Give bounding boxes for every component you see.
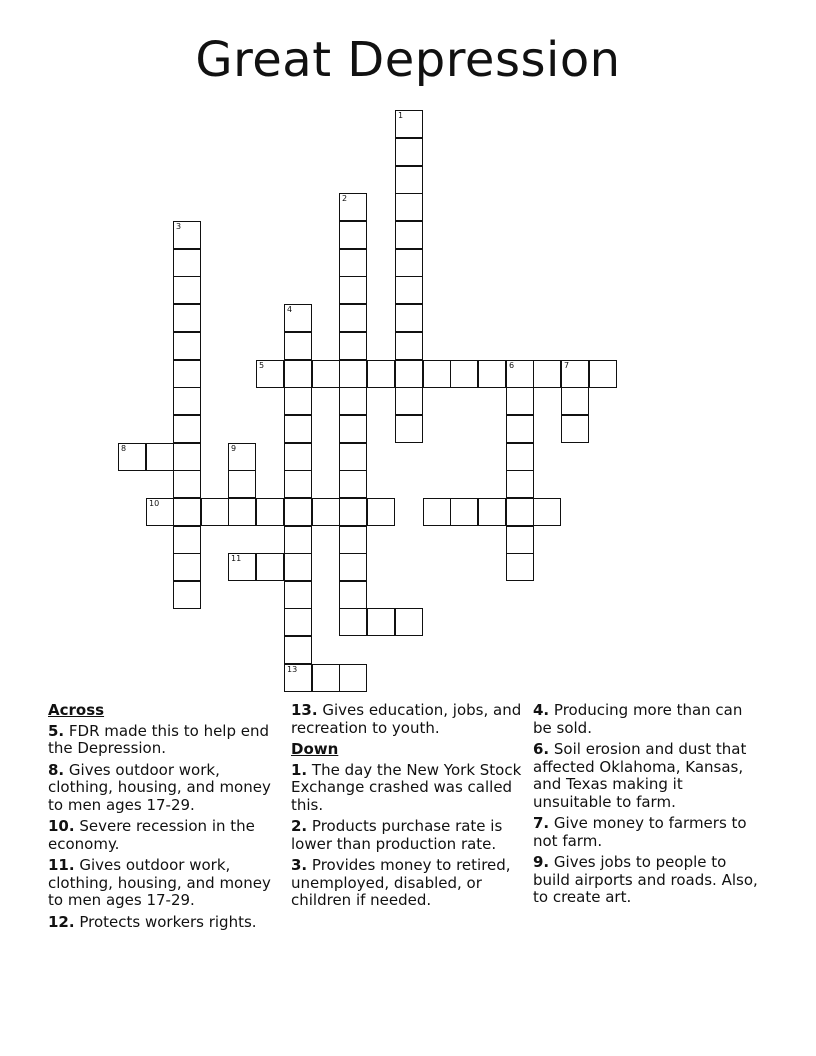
grid-cell[interactable] <box>339 415 367 443</box>
clue-number: 9. <box>533 853 550 871</box>
clue-text: The day the New York Stock Exchange crashed was called this. <box>291 760 522 814</box>
clue <box>291 857 523 910</box>
clue <box>48 762 280 815</box>
grid-cell[interactable] <box>173 498 201 526</box>
grid-cell[interactable] <box>367 498 395 526</box>
grid-cell[interactable] <box>395 332 423 360</box>
grid-cell[interactable] <box>478 498 506 526</box>
clue-number: 12. <box>48 912 75 931</box>
grid-cell[interactable] <box>506 387 534 415</box>
clues-column-2 <box>291 702 523 914</box>
clue-text: Soil erosion and dust that affected Oklahoma, Kansas, and Texas making it unsuitable to farm. <box>533 740 747 811</box>
clue <box>533 741 765 811</box>
grid-cell-13[interactable] <box>284 664 312 692</box>
across-clue-list-continued <box>291 702 523 737</box>
grid-cell[interactable] <box>284 608 312 636</box>
grid-cell[interactable] <box>284 581 312 609</box>
clues-column-1 <box>48 702 280 935</box>
grid-cell[interactable] <box>173 304 201 332</box>
grid-cell[interactable] <box>339 498 367 526</box>
grid-cell[interactable] <box>533 360 561 388</box>
grid-cell[interactable] <box>450 360 478 388</box>
clue-text: FDR made this to help end the Depression. <box>48 721 270 757</box>
clue-number: 13 <box>287 665 298 674</box>
grid-cell[interactable] <box>284 526 312 554</box>
grid-cell[interactable] <box>395 608 423 636</box>
grid-cell[interactable] <box>339 664 367 692</box>
grid-cell[interactable] <box>173 332 201 360</box>
clue-number: 8 <box>121 444 127 453</box>
clue-number: 5 <box>259 361 265 370</box>
grid-cell[interactable] <box>339 387 367 415</box>
across-clue-list <box>48 723 280 932</box>
grid-cell-9[interactable] <box>228 443 256 471</box>
clue <box>533 702 765 737</box>
clue <box>48 818 280 853</box>
grid-cell[interactable] <box>173 553 201 581</box>
grid-cell[interactable] <box>173 415 201 443</box>
grid-cell[interactable] <box>506 443 534 471</box>
clue-number: 2 <box>342 194 348 203</box>
grid-cell[interactable] <box>173 470 201 498</box>
grid-cell[interactable] <box>173 526 201 554</box>
grid-cell-1[interactable] <box>395 110 423 138</box>
clue <box>48 723 280 758</box>
clue <box>291 818 523 853</box>
clue-number: 6 <box>509 361 515 370</box>
grid-cell[interactable] <box>367 608 395 636</box>
clue-text: Give money to farmers to not farm. <box>533 814 747 850</box>
clue-text: Gives outdoor work, clothing, housing, and money to men ages 17-29. <box>48 760 271 814</box>
clue-number: 11. <box>48 856 75 874</box>
clue-text: Products purchase rate is lower than production rate. <box>291 817 503 853</box>
grid-cell[interactable] <box>339 360 367 388</box>
grid-cell[interactable] <box>367 360 395 388</box>
grid-cell[interactable] <box>339 249 367 277</box>
clue-number: 2. <box>291 817 308 835</box>
clue-text: Gives jobs to people to build airports and roads. Also, to create art. <box>533 853 758 906</box>
grid-cell[interactable] <box>228 498 256 526</box>
grid-cell[interactable] <box>284 387 312 415</box>
clue-number: 1 <box>398 111 404 120</box>
grid-cell[interactable] <box>228 470 256 498</box>
grid-cell[interactable] <box>284 360 312 388</box>
clue-number: 8. <box>48 760 65 779</box>
grid-cell[interactable] <box>395 193 423 221</box>
clue-text: Gives education, jobs, and recreation to youth. <box>291 701 522 737</box>
grid-cell[interactable] <box>284 332 312 360</box>
grid-cell[interactable] <box>423 498 451 526</box>
page-title: Great Depression <box>195 32 621 88</box>
clue-text: Severe recession in the economy. <box>48 817 255 853</box>
grid-cell[interactable] <box>478 360 506 388</box>
grid-cell-11[interactable] <box>228 553 256 581</box>
across-heading: Across <box>48 701 105 719</box>
grid-cell[interactable] <box>173 443 201 471</box>
clue-text: Producing more than can be sold. <box>533 701 743 737</box>
grid-cell[interactable] <box>339 581 367 609</box>
grid-cell[interactable] <box>561 415 589 443</box>
clue <box>533 854 765 907</box>
clue-number: 13. <box>291 701 318 719</box>
clue-number: 3. <box>291 856 308 874</box>
grid-cell-3[interactable] <box>173 221 201 249</box>
clue-number: 3 <box>176 222 182 231</box>
grid-cell[interactable] <box>284 636 312 664</box>
grid-cell[interactable] <box>146 443 174 471</box>
grid-cell[interactable] <box>256 498 284 526</box>
grid-cell[interactable] <box>312 498 340 526</box>
grid-cell[interactable] <box>256 553 284 581</box>
grid-cell[interactable] <box>423 360 451 388</box>
grid-cell[interactable] <box>339 526 367 554</box>
grid-cell-5[interactable] <box>256 360 284 388</box>
grid-cell[interactable] <box>561 387 589 415</box>
clue <box>291 702 523 737</box>
clue <box>533 815 765 850</box>
grid-cell[interactable] <box>395 304 423 332</box>
grid-cell[interactable] <box>173 276 201 304</box>
grid-cell[interactable] <box>339 470 367 498</box>
clue-number: 6. <box>533 740 550 758</box>
grid-cell[interactable] <box>395 221 423 249</box>
grid-cell-4[interactable] <box>284 304 312 332</box>
grid-cell[interactable] <box>506 470 534 498</box>
grid-cell[interactable] <box>173 581 201 609</box>
grid-cell[interactable] <box>589 360 617 388</box>
grid-cell[interactable] <box>395 138 423 166</box>
grid-cell[interactable] <box>284 553 312 581</box>
grid-cell[interactable] <box>339 221 367 249</box>
clue-number: 4 <box>287 305 293 314</box>
grid-cell[interactable] <box>506 526 534 554</box>
grid-cell[interactable] <box>450 498 478 526</box>
grid-cell[interactable] <box>506 553 534 581</box>
grid-cell[interactable] <box>339 553 367 581</box>
grid-cell[interactable] <box>339 443 367 471</box>
grid-cell[interactable] <box>173 249 201 277</box>
down-clue-list-continued <box>533 702 765 907</box>
grid-cell[interactable] <box>506 415 534 443</box>
grid-cell[interactable] <box>284 498 312 526</box>
grid-cell[interactable] <box>284 415 312 443</box>
clue-number: 10 <box>149 499 160 508</box>
clue-number: 7 <box>564 361 570 370</box>
grid-cell[interactable] <box>395 166 423 194</box>
grid-cell[interactable] <box>395 276 423 304</box>
grid-cell[interactable] <box>506 498 534 526</box>
clue-number: 5. <box>48 721 65 740</box>
down-clue-list <box>291 762 523 910</box>
grid-cell[interactable] <box>173 387 201 415</box>
grid-cell-8[interactable] <box>118 443 146 471</box>
grid-cell[interactable] <box>395 387 423 415</box>
clue-text: Gives outdoor work, clothing, housing, and money to men ages 17-29. <box>48 856 271 909</box>
clue-number: 9 <box>231 444 237 453</box>
clue-number: 11 <box>231 554 242 563</box>
grid-cell[interactable] <box>339 332 367 360</box>
clue-number: 4. <box>533 701 550 719</box>
grid-cell-10[interactable] <box>146 498 174 526</box>
grid-cell[interactable] <box>395 415 423 443</box>
grid-cell[interactable] <box>173 360 201 388</box>
clue-number: 1. <box>291 760 308 779</box>
grid-cell[interactable] <box>284 470 312 498</box>
grid-cell[interactable] <box>312 664 340 692</box>
grid-cell[interactable] <box>312 360 340 388</box>
grid-cell[interactable] <box>201 498 229 526</box>
clue <box>48 914 280 932</box>
grid-cell[interactable] <box>339 276 367 304</box>
clue-number: 7. <box>533 814 550 832</box>
clue-text: Provides money to retired, unemployed, disabled, or children if needed. <box>291 856 511 909</box>
clues-column-3 <box>533 702 765 911</box>
clue <box>48 857 280 910</box>
grid-cell[interactable] <box>339 608 367 636</box>
grid-cell[interactable] <box>339 304 367 332</box>
grid-cell[interactable] <box>533 498 561 526</box>
grid-cell[interactable] <box>395 249 423 277</box>
grid-cell-7[interactable] <box>561 360 589 388</box>
grid-cell[interactable] <box>284 443 312 471</box>
grid-cell[interactable] <box>395 360 423 388</box>
down-heading: Down <box>291 740 339 758</box>
grid-cell-2[interactable] <box>339 193 367 221</box>
clue-number: 10. <box>48 817 75 835</box>
grid-cell-6[interactable] <box>506 360 534 388</box>
clue-text: Protects workers rights. <box>74 912 257 931</box>
clue <box>291 762 523 815</box>
